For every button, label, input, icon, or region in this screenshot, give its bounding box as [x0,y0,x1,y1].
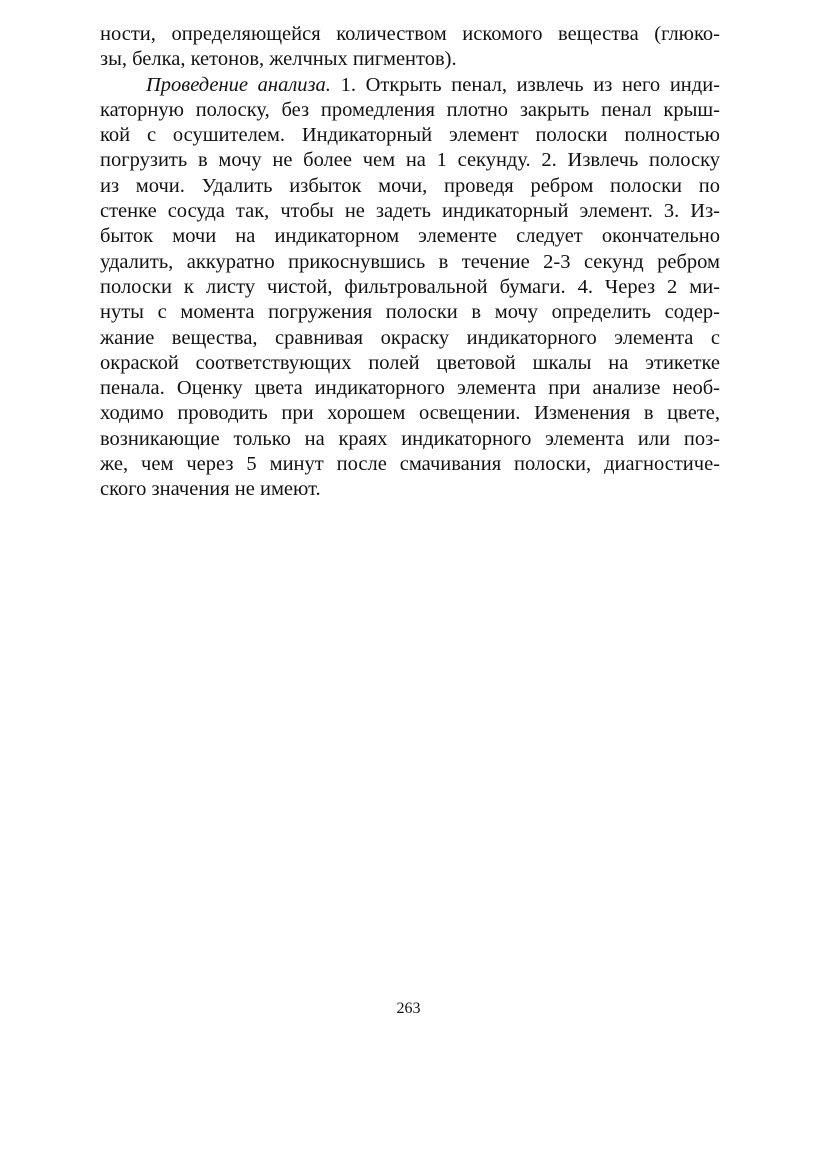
body-text [100,22,720,503]
text-line: окраской соответствующих полей цветовой шкалы на этикетке [100,351,720,374]
text-fragment: 1. Открыть пенал, извлечь из него инди- [330,73,721,96]
text-line: же, чем через 5 минут после смачивания полоски, диагностиче- [100,453,720,476]
text-line: кой с осушителем. Индикаторный элемент полоски полностью [100,124,720,147]
text-line: ходимо проводить при хорошем освещении. Изменения в цвете, [100,402,720,425]
text-line: каторную полоску, без промедления плотно закрыть пенал крыш- [100,98,720,121]
text-line: ского значения не имеют. [100,478,321,501]
text-line: стенке сосуда так, чтобы не задеть индикаторный элемент. 3. Из- [100,200,720,223]
text-line: быток мочи на индикаторном элементе следует окончательно [100,225,720,248]
text-line: из мочи. Удалить избыток мочи, проведя ребром полоски по [100,174,720,197]
text-line: возникающие только на краях индикаторного элемента или поз- [100,427,720,450]
text-line: ности, определяющейся количеством искомого вещества (глюко- [100,23,720,45]
page-number: 263 [396,1000,421,1017]
text-line: удалить, аккуратно прикоснувшись в течение 2-3 секунд ребром [100,250,720,273]
text-line: пенала. Оценку цвета индикаторного элемента при анализе необ- [100,377,720,400]
text-line: нуты с момента погружения полоски в мочу определить содер- [100,301,720,324]
text-line: полоски к листу чистой, фильтровальной бумаги. 4. Через 2 ми- [100,275,720,298]
paragraph-first-line [100,73,720,98]
text-line: жание вещества, сравнивая окраску индикаторного элемента с [100,326,720,349]
text-line: зы, белка, кетонов, желчных пигментов). [100,48,457,71]
text-line: погрузить в мочу не более чем на 1 секунду. 2. Извлечь полоску [100,149,720,172]
section-heading: Проведение анализа. [146,73,331,96]
